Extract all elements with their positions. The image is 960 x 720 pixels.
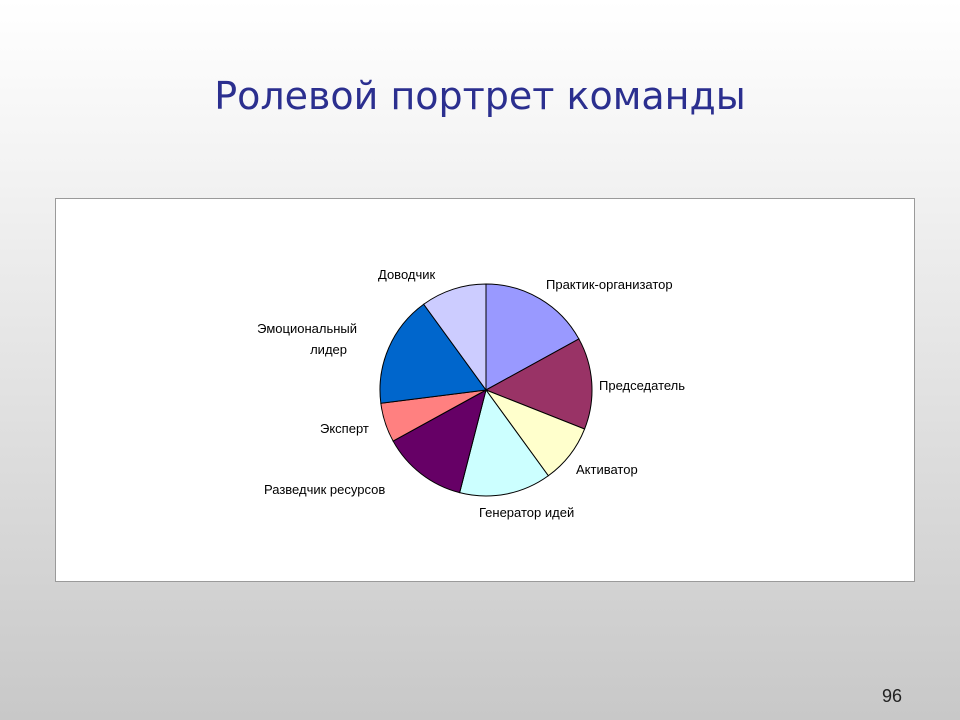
pie-label-4: Генератор идей (479, 505, 575, 520)
pie-chart (56, 199, 914, 581)
pie-label-3: Активатор (576, 462, 638, 477)
pie-slices (380, 284, 592, 496)
page-number: 96 (881, 686, 902, 706)
pie-label-5: Разведчик ресурсов (264, 482, 386, 497)
pie-label-7: Эмоциональный лидер (257, 321, 357, 357)
pie-label-6: Эксперт (320, 421, 369, 436)
pie-label-2: Председатель (599, 378, 686, 393)
chart-area (55, 198, 915, 582)
pie-label-8: Доводчик (378, 267, 436, 282)
slide-title: Ролевой портрет команды (214, 74, 746, 118)
pie-label-1: Практик-организатор (546, 277, 673, 292)
